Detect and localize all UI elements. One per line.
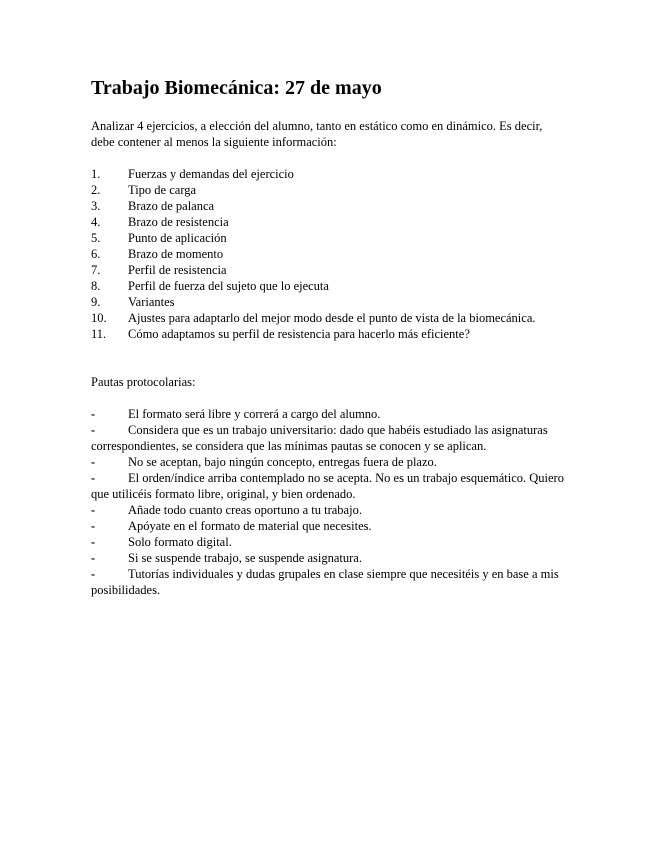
list-item-text: Cómo adaptamos su perfil de resistencia para hacerlo más eficiente? bbox=[128, 327, 470, 341]
list-item bbox=[91, 454, 566, 470]
list-item-text: Si se suspende trabajo, se suspende asignatura. bbox=[128, 551, 362, 565]
list-item-text: Brazo de palanca bbox=[128, 199, 215, 213]
list-item bbox=[91, 566, 566, 598]
list-item-text: Perfil de resistencia bbox=[128, 263, 227, 277]
list-item bbox=[91, 326, 566, 342]
list-item-text: Solo formato digital. bbox=[128, 535, 232, 549]
list-item bbox=[91, 518, 566, 534]
list-number: 1. bbox=[91, 167, 101, 181]
list-item bbox=[91, 214, 566, 230]
document-title: Trabajo Biomecánica: 27 de mayo bbox=[91, 77, 382, 99]
bullet-dash: - bbox=[91, 519, 96, 533]
list-item bbox=[91, 550, 566, 566]
list-number: 3. bbox=[91, 199, 101, 213]
list-item bbox=[91, 294, 566, 310]
list-number: 6. bbox=[91, 247, 101, 261]
list-item-text: Brazo de resistencia bbox=[128, 215, 229, 229]
list-item bbox=[91, 406, 566, 422]
list-item-text: Tipo de carga bbox=[128, 183, 197, 197]
list-item bbox=[91, 262, 566, 278]
bullet-list bbox=[91, 406, 566, 598]
bullet-dash: - bbox=[91, 503, 96, 517]
list-item-text: Fuerzas y demandas del ejercicio bbox=[128, 167, 294, 181]
bullet-dash: - bbox=[91, 423, 96, 437]
list-item bbox=[91, 198, 566, 214]
bullet-dash: - bbox=[91, 471, 96, 485]
list-item bbox=[91, 278, 566, 294]
list-number: 2. bbox=[91, 183, 101, 197]
list-item bbox=[91, 166, 566, 182]
list-item-text: Punto de aplicación bbox=[128, 231, 227, 245]
intro-paragraph: Analizar 4 ejercicios, a elección del alumno, tanto en estático como en dinámico. Es decir, debe contener al menos la siguiente información: bbox=[91, 119, 543, 149]
list-number: 8. bbox=[91, 279, 101, 293]
list-item-text: El formato será libre y correrá a cargo del alumno. bbox=[128, 407, 381, 421]
list-item-text: Considera que es un trabajo universitario: dado que habéis estudiado las asignaturas correspondientes, se considera que las mínimas pautas se conocen y se aplican. bbox=[91, 423, 548, 453]
list-item bbox=[91, 422, 566, 454]
list-item-text: Ajustes para adaptarlo del mejor modo desde el punto de vista de la biomecánica. bbox=[128, 311, 536, 325]
list-item bbox=[91, 502, 566, 518]
list-number: 7. bbox=[91, 263, 101, 277]
list-item-text: Añade todo cuanto creas oportuno a tu trabajo. bbox=[128, 503, 362, 517]
list-item-text: Variantes bbox=[128, 295, 175, 309]
list-item-text: Brazo de momento bbox=[128, 247, 224, 261]
list-item bbox=[91, 534, 566, 550]
list-number: 4. bbox=[91, 215, 101, 229]
pautas-heading: Pautas protocolarias: bbox=[91, 375, 196, 389]
list-item bbox=[91, 310, 566, 326]
list-item-text: Perfil de fuerza del sujeto que lo ejecuta bbox=[128, 279, 329, 293]
list-number: 10. bbox=[91, 311, 107, 325]
list-item-text: Tutorías individuales y dudas grupales en clase siempre que necesitéis y en base a mis posibilidades. bbox=[91, 567, 559, 597]
bullet-dash: - bbox=[91, 455, 96, 469]
list-item-text: Apóyate en el formato de material que necesites. bbox=[128, 519, 372, 533]
list-item bbox=[91, 246, 566, 262]
bullet-dash: - bbox=[91, 567, 96, 581]
list-item bbox=[91, 470, 566, 502]
bullet-dash: - bbox=[91, 551, 96, 565]
list-item bbox=[91, 230, 566, 246]
bullet-dash: - bbox=[91, 407, 96, 421]
list-item bbox=[91, 182, 566, 198]
list-item-text: No se aceptan, bajo ningún concepto, entregas fuera de plazo. bbox=[128, 455, 437, 469]
list-item-text: El orden/índice arriba contemplado no se acepta. No es un trabajo esquemático. Quiero que utilicéis formato libre, original, y bien ordenado. bbox=[91, 471, 564, 501]
list-number: 11. bbox=[91, 327, 107, 341]
bullet-dash: - bbox=[91, 535, 96, 549]
numbered-list bbox=[91, 166, 566, 342]
list-number: 5. bbox=[91, 231, 101, 245]
list-number: 9. bbox=[91, 295, 101, 309]
